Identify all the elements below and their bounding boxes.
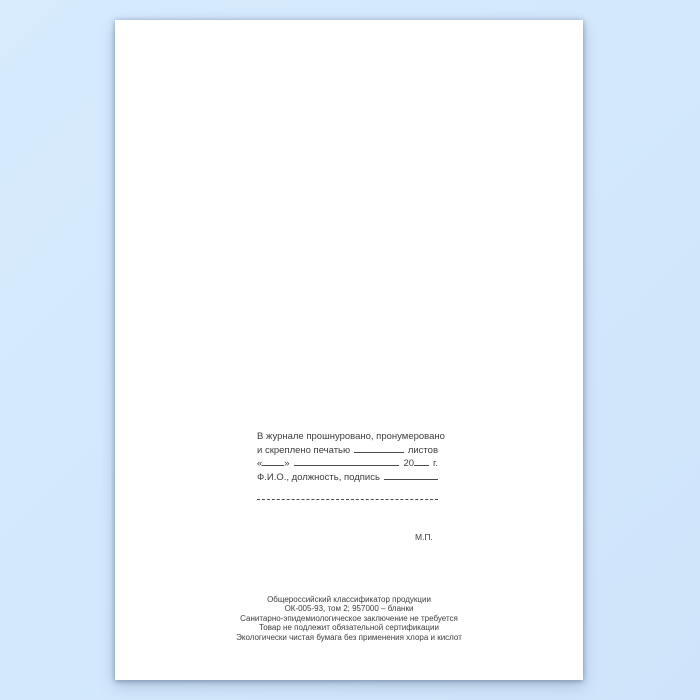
- binding-certification-block: [257, 430, 445, 500]
- cert-line-2-prefix: и скреплено печатью: [257, 444, 351, 456]
- blank-signature: [384, 471, 438, 480]
- journal-back-page: [115, 20, 583, 680]
- cert-line-2: [257, 444, 438, 458]
- blank-sheets-count: [354, 444, 404, 453]
- close-guillemet: »: [284, 458, 290, 470]
- cert-line-2-suffix: листов: [407, 444, 438, 456]
- cert-line-1-text: В журнале прошнуровано, пронумеровано: [257, 431, 445, 442]
- print-info-line-classifier: Общероссийский классификатор продукции: [267, 595, 431, 604]
- blank-day: [262, 457, 284, 466]
- dashed-line: [257, 486, 438, 500]
- seal-mark: М.П.: [415, 532, 433, 542]
- cert-line-4: [257, 471, 438, 485]
- blank-month: [294, 457, 400, 466]
- year-prefix: 20: [403, 458, 415, 470]
- open-guillemet: «: [257, 458, 263, 470]
- year-suffix: г.: [433, 458, 438, 470]
- print-info-line-certification: Товар не подлежит обязательной сертификации: [259, 623, 439, 633]
- print-info-block: [115, 595, 583, 642]
- cert-line-4-label: Ф.И.О., должность, подпись: [257, 472, 380, 484]
- print-info-line-sanitary: Санитарно-эпидемиологическое заключение не требуется: [240, 613, 458, 623]
- cert-line-1: [257, 430, 445, 444]
- print-info-line-ok-code: ОК-005-93, том 2; 957000 – бланки: [284, 604, 414, 614]
- blank-year: [414, 457, 429, 466]
- cert-line-3: [257, 457, 438, 471]
- print-info-line-eco-paper: Экологически чистая бумага без применения хлора и кислот: [236, 632, 462, 642]
